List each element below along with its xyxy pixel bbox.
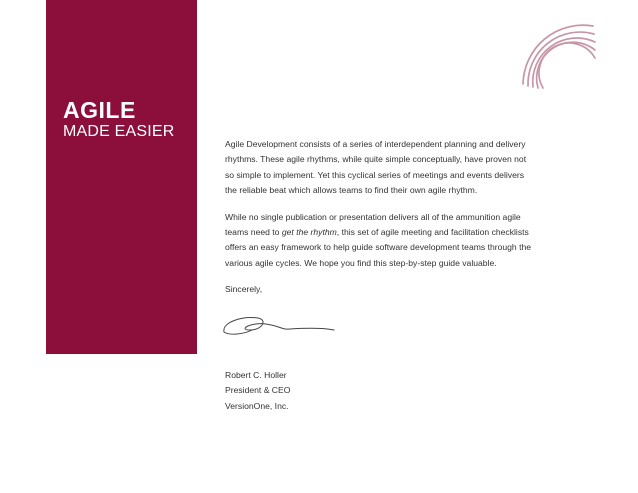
signer-name: Robert C. Holler (225, 370, 287, 380)
letter-closing: Sincerely, (225, 284, 263, 295)
brand-panel (46, 0, 197, 354)
brand-subtitle: MADE EASIER (63, 123, 175, 140)
letter-paragraph-2: While no single publication or presentation delivers all of the ammunition agile teams need to get the rhythm, this set of agile meeting and facilitation checklists offers an easy framework to help guide software development teams through the various agile cycles. We hope you find this step-by-step guide valuable. (225, 211, 532, 268)
signature-image (220, 308, 340, 340)
signer-company: VersionOne, Inc. (225, 400, 289, 411)
emphasis-get-the-rhythm: get the rhythm (281, 227, 337, 238)
brand-title: AGILE (63, 97, 136, 123)
concentric-arcs-logo-icon (515, 14, 599, 92)
letter-body (225, 137, 535, 309)
signer-block (225, 368, 290, 414)
letter-paragraph-1: Agile Development consists of a series of interdependent planning and delivery rhythms. These agile rhythms, while quite simple conceptually, have proven not so simple to implement. Yet this cyclical series of meetings and events delivers the reliable beat which allows teams to find their own agile rhythm. (225, 139, 527, 196)
signer-title: President & CEO (225, 385, 291, 396)
